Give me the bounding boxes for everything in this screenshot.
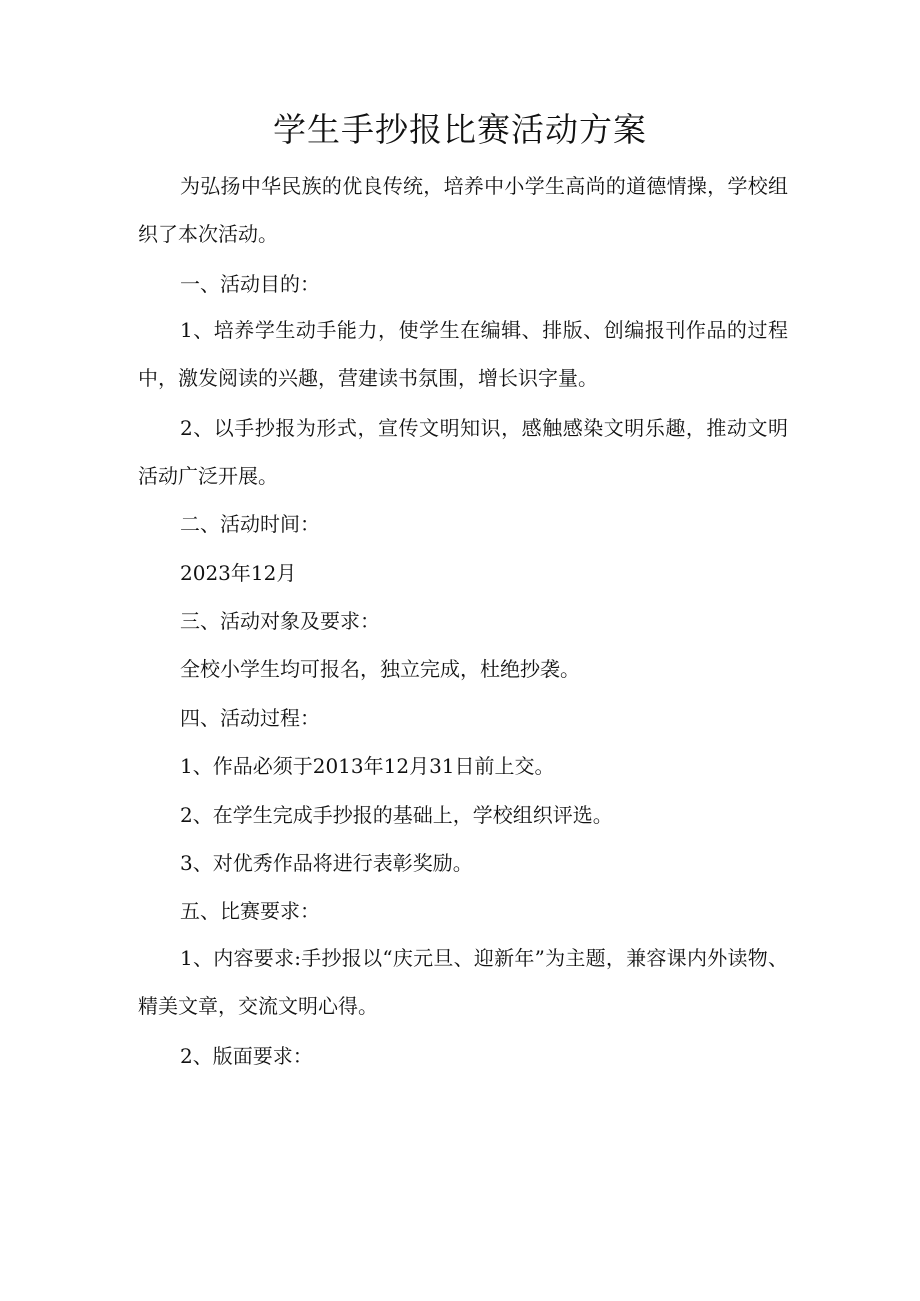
participants-text: 全校小学生均可报名，独立完成，杜绝抄袭。 <box>180 657 580 681</box>
requirements-item-1: 1、内容要求:手抄报以“庆元旦、迎新年”为主题，兼容课内外读物、精美文章，交流文明心得。 <box>138 946 788 1018</box>
requirements-item-2: 2、版面要求： <box>180 1044 313 1068</box>
purpose-item-2: 2、以手抄报为形式，宣传文明知识，感触感染文明乐趣，推动文明活动广泛开展。 <box>138 416 788 488</box>
activity-date: 2023年12月 <box>180 561 297 585</box>
section-heading-purpose: 一、活动目的： <box>180 272 320 296</box>
process-item-2: 2、在学生完成手抄报的基础上，学校组织评选。 <box>180 803 613 827</box>
section-heading-time: 二、活动时间： <box>180 512 320 536</box>
document-title: 学生手抄报比赛活动方案 <box>273 110 647 149</box>
intro-paragraph: 为弘扬中华民族的优良传统，培养中小学生高尚的道德情操，学校组织了本次活动。 <box>138 174 788 246</box>
purpose-item-1: 1、培养学生动手能力，使学生在编辑、排版、创编报刊作品的过程中，激发阅读的兴趣，营建读书氛围，增长识字量。 <box>138 318 788 390</box>
section-heading-requirements: 五、比赛要求： <box>180 899 320 923</box>
process-item-3: 3、对优秀作品将进行表彰奖励。 <box>180 851 473 875</box>
process-item-1: 1、作品必须于2013年12月31日前上交。 <box>180 754 555 778</box>
section-heading-participants: 三、活动对象及要求： <box>180 609 380 633</box>
section-heading-process: 四、活动过程： <box>180 706 320 730</box>
